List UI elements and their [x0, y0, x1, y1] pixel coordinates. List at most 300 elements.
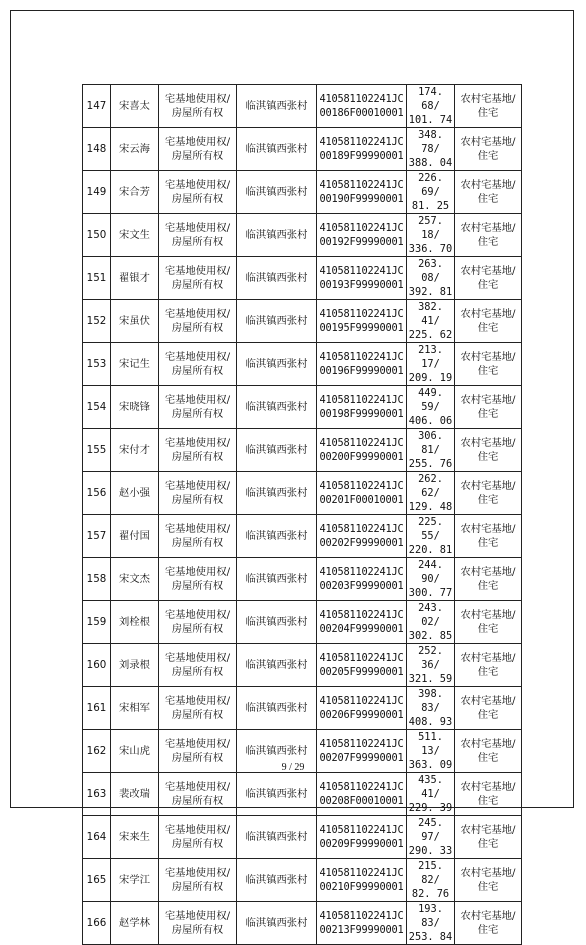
right-type-cell-line: 房屋所有权	[171, 365, 224, 377]
land-use-cell-line: 住宅	[477, 795, 499, 807]
area-cell-line: 226. 69/	[418, 172, 443, 198]
row-number-cell: 162	[83, 730, 111, 773]
row-number-cell: 151	[83, 257, 111, 300]
land-use-cell-line: 住宅	[477, 666, 499, 678]
area-cell-line: 81. 25	[411, 200, 450, 212]
right-type-cell	[159, 171, 237, 214]
right-type-cell	[159, 816, 237, 859]
right-type-cell-line: 房屋所有权	[171, 236, 224, 248]
right-type-cell-line: 房屋所有权	[171, 408, 224, 420]
land-use-cell-line: 农村宅基地/	[460, 93, 516, 105]
owner-name-cell: 翟银才	[111, 257, 159, 300]
owner-name-cell: 宋记生	[111, 343, 159, 386]
parcel-code-cell-line: 410581102241JC	[319, 351, 404, 363]
right-type-cell-line: 宅基地使用权/	[164, 652, 231, 664]
right-type-cell-line: 宅基地使用权/	[164, 265, 231, 277]
parcel-code-cell	[317, 171, 407, 214]
parcel-code-cell	[317, 859, 407, 902]
row-number-cell: 152	[83, 300, 111, 343]
area-cell-line: 129. 48	[408, 501, 453, 513]
area-cell-line: 174. 68/	[418, 86, 443, 112]
land-use-cell	[455, 214, 522, 257]
parcel-code-cell	[317, 257, 407, 300]
area-cell-line: 306. 81/	[418, 430, 443, 456]
area-cell-line: 220. 81	[408, 544, 453, 556]
land-use-cell-line: 住宅	[477, 881, 499, 893]
area-cell-line: 243. 02/	[418, 602, 443, 628]
row-number-cell: 158	[83, 558, 111, 601]
row-number-cell: 155	[83, 429, 111, 472]
area-cell-line: 262. 62/	[418, 473, 443, 499]
parcel-code-cell-line: 00205F99990001	[319, 666, 404, 678]
area-cell-line: 392. 81	[408, 286, 453, 298]
parcel-code-cell	[317, 214, 407, 257]
parcel-code-cell-line: 410581102241JC	[319, 265, 404, 277]
land-use-cell-line: 农村宅基地/	[460, 308, 516, 320]
area-cell	[407, 687, 455, 730]
land-use-cell-line: 农村宅基地/	[460, 265, 516, 277]
area-cell	[407, 859, 455, 902]
owner-name-cell: 裴改瑞	[111, 773, 159, 816]
parcel-code-cell-line: 00202F99990001	[319, 537, 404, 549]
parcel-code-cell-line: 00209F99990001	[319, 838, 404, 850]
land-use-cell	[455, 386, 522, 429]
land-use-cell-line: 农村宅基地/	[460, 867, 516, 879]
land-use-cell-line: 住宅	[477, 150, 499, 162]
land-use-cell	[455, 644, 522, 687]
parcel-code-cell	[317, 429, 407, 472]
area-cell	[407, 386, 455, 429]
table-row	[83, 472, 522, 515]
land-use-cell	[455, 859, 522, 902]
land-use-cell-line: 农村宅基地/	[460, 523, 516, 535]
land-use-cell-line: 农村宅基地/	[460, 566, 516, 578]
land-use-cell-line: 住宅	[477, 838, 499, 850]
land-use-cell	[455, 601, 522, 644]
location-cell: 临淇镇西张村	[237, 558, 317, 601]
area-cell-line: 300. 77	[408, 587, 453, 599]
row-number-cell: 147	[83, 85, 111, 128]
parcel-code-cell-line: 410581102241JC	[319, 523, 404, 535]
right-type-cell-line: 房屋所有权	[171, 666, 224, 678]
table-row	[83, 429, 522, 472]
table-row	[83, 773, 522, 816]
area-cell	[407, 429, 455, 472]
owner-name-cell: 宋合芳	[111, 171, 159, 214]
owner-name-cell: 赵学林	[111, 902, 159, 945]
parcel-code-cell-line: 410581102241JC	[319, 394, 404, 406]
right-type-cell-line: 宅基地使用权/	[164, 93, 231, 105]
owner-name-cell: 刘栓根	[111, 601, 159, 644]
right-type-cell-line: 房屋所有权	[171, 838, 224, 850]
table-row	[83, 558, 522, 601]
area-cell-line: 382. 41/	[418, 301, 443, 327]
parcel-code-cell	[317, 472, 407, 515]
location-cell: 临淇镇西张村	[237, 472, 317, 515]
area-cell	[407, 515, 455, 558]
area-cell-line: 209. 19	[408, 372, 453, 384]
location-cell: 临淇镇西张村	[237, 902, 317, 945]
land-use-cell-line: 住宅	[477, 451, 499, 463]
row-number-cell: 161	[83, 687, 111, 730]
right-type-cell	[159, 644, 237, 687]
right-type-cell-line: 宅基地使用权/	[164, 480, 231, 492]
owner-name-cell: 宋相军	[111, 687, 159, 730]
row-number-cell: 166	[83, 902, 111, 945]
land-use-cell-line: 农村宅基地/	[460, 695, 516, 707]
right-type-cell-line: 房屋所有权	[171, 537, 224, 549]
table-row	[83, 515, 522, 558]
owner-name-cell: 宋云海	[111, 128, 159, 171]
location-cell: 临淇镇西张村	[237, 257, 317, 300]
area-cell	[407, 128, 455, 171]
owner-name-cell: 宋山虎	[111, 730, 159, 773]
location-cell: 临淇镇西张村	[237, 386, 317, 429]
parcel-code-cell	[317, 644, 407, 687]
parcel-code-cell-line: 00200F99990001	[319, 451, 404, 463]
land-use-cell-line: 住宅	[477, 236, 499, 248]
table-row	[83, 300, 522, 343]
right-type-cell-line: 宅基地使用权/	[164, 437, 231, 449]
owner-name-cell: 宋晓锋	[111, 386, 159, 429]
parcel-code-cell	[317, 558, 407, 601]
area-cell	[407, 902, 455, 945]
area-cell	[407, 85, 455, 128]
parcel-code-cell-line: 410581102241JC	[319, 867, 404, 879]
row-number-cell: 148	[83, 128, 111, 171]
land-use-cell-line: 农村宅基地/	[460, 136, 516, 148]
land-use-cell-line: 住宅	[477, 322, 499, 334]
area-cell-line: 435. 41/	[418, 774, 443, 800]
right-type-cell-line: 宅基地使用权/	[164, 781, 231, 793]
right-type-cell-line: 宅基地使用权/	[164, 523, 231, 535]
parcel-code-cell-line: 00186F00010001	[319, 107, 404, 119]
owner-name-cell: 宋文生	[111, 214, 159, 257]
right-type-cell	[159, 85, 237, 128]
right-type-cell-line: 房屋所有权	[171, 107, 224, 119]
location-cell: 临淇镇西张村	[237, 429, 317, 472]
right-type-cell-line: 宅基地使用权/	[164, 738, 231, 750]
right-type-cell	[159, 257, 237, 300]
parcel-code-cell-line: 410581102241JC	[319, 652, 404, 664]
land-use-cell-line: 农村宅基地/	[460, 609, 516, 621]
area-cell-line: 244. 90/	[418, 559, 443, 585]
right-type-cell-line: 宅基地使用权/	[164, 824, 231, 836]
parcel-code-cell-line: 410581102241JC	[319, 824, 404, 836]
parcel-code-cell	[317, 902, 407, 945]
parcel-code-cell-line: 00193F99990001	[319, 279, 404, 291]
table-row	[83, 816, 522, 859]
table-row	[83, 859, 522, 902]
land-use-cell	[455, 558, 522, 601]
right-type-cell	[159, 558, 237, 601]
parcel-code-cell-line: 410581102241JC	[319, 437, 404, 449]
parcel-code-cell-line: 410581102241JC	[319, 308, 404, 320]
land-use-cell-line: 住宅	[477, 107, 499, 119]
land-use-cell-line: 住宅	[477, 537, 499, 549]
land-use-cell-line: 农村宅基地/	[460, 179, 516, 191]
location-cell: 临淇镇西张村	[237, 171, 317, 214]
location-cell: 临淇镇西张村	[237, 128, 317, 171]
parcel-code-cell-line: 410581102241JC	[319, 910, 404, 922]
area-cell-line: 82. 76	[411, 888, 450, 900]
area-cell-line: 229. 39	[408, 802, 453, 814]
land-use-cell-line: 住宅	[477, 494, 499, 506]
land-use-cell	[455, 257, 522, 300]
area-cell-line: 290. 33	[408, 845, 453, 857]
right-type-cell	[159, 773, 237, 816]
area-cell	[407, 773, 455, 816]
area-cell-line: 225. 55/	[418, 516, 443, 542]
parcel-code-cell-line: 00206F99990001	[319, 709, 404, 721]
row-number-cell: 159	[83, 601, 111, 644]
parcel-code-cell-line: 00195F99990001	[319, 322, 404, 334]
land-use-cell-line: 住宅	[477, 193, 499, 205]
area-cell	[407, 300, 455, 343]
land-use-cell-line: 农村宅基地/	[460, 394, 516, 406]
row-number-cell: 150	[83, 214, 111, 257]
right-type-cell	[159, 300, 237, 343]
land-use-cell	[455, 128, 522, 171]
row-number-cell: 165	[83, 859, 111, 902]
area-cell-line: 225. 62	[408, 329, 453, 341]
table-row	[83, 644, 522, 687]
area-cell	[407, 601, 455, 644]
right-type-cell-line: 房屋所有权	[171, 709, 224, 721]
owner-name-cell: 刘录根	[111, 644, 159, 687]
right-type-cell-line: 宅基地使用权/	[164, 910, 231, 922]
owner-name-cell: 宋付才	[111, 429, 159, 472]
right-type-cell-line: 宅基地使用权/	[164, 351, 231, 363]
right-type-cell-line: 房屋所有权	[171, 279, 224, 291]
table-body	[83, 85, 522, 945]
right-type-cell	[159, 214, 237, 257]
right-type-cell-line: 房屋所有权	[171, 193, 224, 205]
row-number-cell: 157	[83, 515, 111, 558]
right-type-cell-line: 宅基地使用权/	[164, 566, 231, 578]
table-row	[83, 85, 522, 128]
parcel-code-cell-line: 410581102241JC	[319, 222, 404, 234]
right-type-cell-line: 宅基地使用权/	[164, 308, 231, 320]
right-type-cell-line: 房屋所有权	[171, 795, 224, 807]
land-use-cell	[455, 687, 522, 730]
right-type-cell-line: 宅基地使用权/	[164, 394, 231, 406]
land-use-cell-line: 住宅	[477, 623, 499, 635]
parcel-code-cell-line: 00210F99990001	[319, 881, 404, 893]
right-type-cell	[159, 472, 237, 515]
land-use-cell	[455, 171, 522, 214]
land-use-cell	[455, 902, 522, 945]
parcel-code-cell	[317, 85, 407, 128]
land-use-cell	[455, 773, 522, 816]
right-type-cell-line: 房屋所有权	[171, 150, 224, 162]
parcel-code-cell	[317, 300, 407, 343]
area-cell-line: 252. 36/	[418, 645, 443, 671]
land-use-cell	[455, 85, 522, 128]
area-cell-line: 245. 97/	[418, 817, 443, 843]
area-cell-line: 253. 84	[408, 931, 453, 943]
location-cell: 临淇镇西张村	[237, 644, 317, 687]
land-use-cell-line: 住宅	[477, 279, 499, 291]
table-row	[83, 257, 522, 300]
right-type-cell	[159, 859, 237, 902]
owner-name-cell: 宋虽伏	[111, 300, 159, 343]
owner-name-cell: 翟付国	[111, 515, 159, 558]
land-use-cell-line: 农村宅基地/	[460, 652, 516, 664]
right-type-cell-line: 宅基地使用权/	[164, 609, 231, 621]
area-cell-line: 363. 09	[408, 759, 453, 771]
location-cell: 临淇镇西张村	[237, 601, 317, 644]
area-cell	[407, 343, 455, 386]
table-row	[83, 902, 522, 945]
right-type-cell-line: 宅基地使用权/	[164, 179, 231, 191]
land-use-cell	[455, 816, 522, 859]
area-cell	[407, 558, 455, 601]
location-cell: 临淇镇西张村	[237, 85, 317, 128]
row-number-cell: 160	[83, 644, 111, 687]
location-cell: 临淇镇西张村	[237, 816, 317, 859]
land-use-cell-line: 住宅	[477, 924, 499, 936]
land-use-cell-line: 住宅	[477, 752, 499, 764]
location-cell: 临淇镇西张村	[237, 773, 317, 816]
parcel-code-cell-line: 00208F00010001	[319, 795, 404, 807]
land-use-cell-line: 住宅	[477, 580, 499, 592]
location-cell: 临淇镇西张村	[237, 515, 317, 558]
parcel-code-cell-line: 00198F99990001	[319, 408, 404, 420]
parcel-code-cell-line: 00204F99990001	[319, 623, 404, 635]
land-use-cell-line: 农村宅基地/	[460, 351, 516, 363]
right-type-cell-line: 房屋所有权	[171, 623, 224, 635]
right-type-cell-line: 房屋所有权	[171, 322, 224, 334]
owner-name-cell: 宋学江	[111, 859, 159, 902]
parcel-code-cell	[317, 515, 407, 558]
row-number-cell: 154	[83, 386, 111, 429]
table-row	[83, 687, 522, 730]
parcel-code-cell-line: 410581102241JC	[319, 480, 404, 492]
parcel-code-cell-line: 410581102241JC	[319, 136, 404, 148]
right-type-cell-line: 宅基地使用权/	[164, 222, 231, 234]
land-use-cell	[455, 429, 522, 472]
parcel-code-cell-line: 00213F99990001	[319, 924, 404, 936]
parcel-code-cell	[317, 601, 407, 644]
parcel-code-cell	[317, 343, 407, 386]
parcel-code-cell-line: 00207F99990001	[319, 752, 404, 764]
area-cell-line: 263. 08/	[418, 258, 443, 284]
area-cell-line: 406. 06	[408, 415, 453, 427]
registration-table	[82, 84, 522, 945]
area-cell	[407, 644, 455, 687]
area-cell-line: 257. 18/	[418, 215, 443, 241]
area-cell-line: 336. 70	[408, 243, 453, 255]
table-row	[83, 171, 522, 214]
land-use-cell-line: 农村宅基地/	[460, 480, 516, 492]
location-cell: 临淇镇西张村	[237, 859, 317, 902]
row-number-cell: 153	[83, 343, 111, 386]
area-cell	[407, 472, 455, 515]
table-row	[83, 214, 522, 257]
land-use-cell	[455, 343, 522, 386]
location-cell: 临淇镇西张村	[237, 214, 317, 257]
area-cell-line: 321. 59	[408, 673, 453, 685]
right-type-cell	[159, 902, 237, 945]
area-cell	[407, 171, 455, 214]
area-cell-line: 511. 13/	[418, 731, 443, 757]
right-type-cell-line: 房屋所有权	[171, 580, 224, 592]
right-type-cell	[159, 343, 237, 386]
right-type-cell	[159, 601, 237, 644]
land-use-cell-line: 农村宅基地/	[460, 222, 516, 234]
right-type-cell-line: 宅基地使用权/	[164, 136, 231, 148]
parcel-code-cell-line: 410581102241JC	[319, 179, 404, 191]
parcel-code-cell-line: 410581102241JC	[319, 609, 404, 621]
area-cell-line: 215. 82/	[418, 860, 443, 886]
parcel-code-cell	[317, 687, 407, 730]
area-cell-line: 302. 85	[408, 630, 453, 642]
area-cell-line: 101. 74	[408, 114, 453, 126]
location-cell: 临淇镇西张村	[237, 687, 317, 730]
right-type-cell	[159, 128, 237, 171]
location-cell: 临淇镇西张村	[237, 730, 317, 773]
land-use-cell-line: 住宅	[477, 365, 499, 377]
right-type-cell	[159, 687, 237, 730]
area-cell-line: 193. 83/	[418, 903, 443, 929]
parcel-code-cell	[317, 816, 407, 859]
parcel-code-cell-line: 00190F99990001	[319, 193, 404, 205]
parcel-code-cell	[317, 128, 407, 171]
right-type-cell-line: 宅基地使用权/	[164, 867, 231, 879]
right-type-cell-line: 房屋所有权	[171, 451, 224, 463]
row-number-cell: 164	[83, 816, 111, 859]
area-cell-line: 255. 76	[408, 458, 453, 470]
parcel-code-cell-line: 410581102241JC	[319, 566, 404, 578]
right-type-cell-line: 房屋所有权	[171, 924, 224, 936]
land-use-cell-line: 住宅	[477, 408, 499, 420]
parcel-code-cell-line: 410581102241JC	[319, 93, 404, 105]
area-cell-line: 398. 83/	[418, 688, 443, 714]
table-row	[83, 386, 522, 429]
right-type-cell-line: 房屋所有权	[171, 881, 224, 893]
owner-name-cell: 赵小强	[111, 472, 159, 515]
row-number-cell: 163	[83, 773, 111, 816]
parcel-code-cell	[317, 773, 407, 816]
row-number-cell: 149	[83, 171, 111, 214]
right-type-cell-line: 房屋所有权	[171, 494, 224, 506]
area-cell-line: 388. 04	[408, 157, 453, 169]
parcel-code-cell-line: 00192F99990001	[319, 236, 404, 248]
parcel-code-cell	[317, 386, 407, 429]
area-cell	[407, 816, 455, 859]
parcel-code-cell-line: 410581102241JC	[319, 781, 404, 793]
owner-name-cell: 宋来生	[111, 816, 159, 859]
area-cell-line: 213. 17/	[418, 344, 443, 370]
area-cell	[407, 214, 455, 257]
right-type-cell-line: 宅基地使用权/	[164, 695, 231, 707]
land-use-cell	[455, 515, 522, 558]
location-cell: 临淇镇西张村	[237, 343, 317, 386]
right-type-cell	[159, 429, 237, 472]
owner-name-cell: 宋喜太	[111, 85, 159, 128]
parcel-code-cell-line: 00196F99990001	[319, 365, 404, 377]
land-use-cell-line: 农村宅基地/	[460, 824, 516, 836]
right-type-cell	[159, 515, 237, 558]
table-row	[83, 128, 522, 171]
parcel-code-cell-line: 410581102241JC	[319, 738, 404, 750]
land-use-cell-line: 住宅	[477, 709, 499, 721]
right-type-cell-line: 房屋所有权	[171, 752, 224, 764]
owner-name-cell: 宋文杰	[111, 558, 159, 601]
parcel-code-cell-line: 00189F99990001	[319, 150, 404, 162]
area-cell	[407, 257, 455, 300]
